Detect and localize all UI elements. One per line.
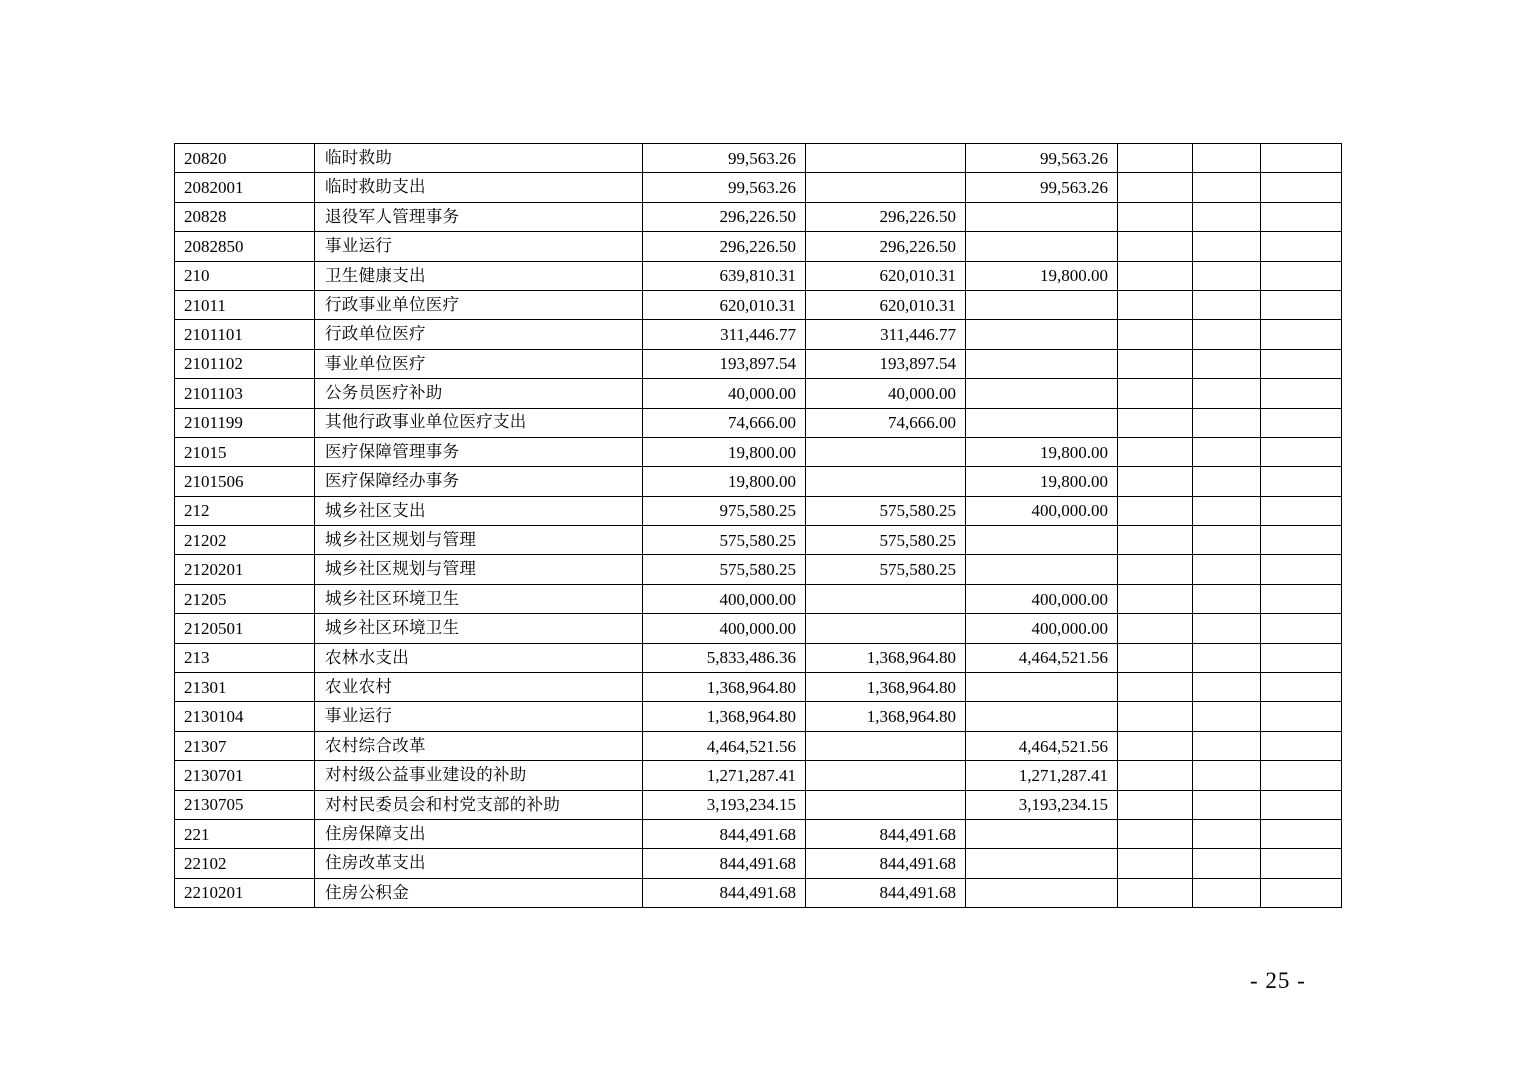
cell-basic: 296,226.50 — [806, 202, 966, 231]
cell-project: 400,000.00 — [966, 614, 1118, 643]
cell-empty-8 — [1261, 761, 1342, 790]
cell-basic: 1,368,964.80 — [806, 673, 966, 702]
cell-total: 575,580.25 — [643, 555, 806, 584]
cell-empty-8 — [1261, 232, 1342, 261]
cell-empty-8 — [1261, 849, 1342, 878]
table-body — [175, 144, 1342, 908]
table-row — [175, 232, 1342, 261]
cell-total: 296,226.50 — [643, 232, 806, 261]
cell-name: 事业运行 — [315, 702, 643, 731]
cell-empty-8 — [1261, 290, 1342, 319]
cell-empty-8 — [1261, 555, 1342, 584]
table-row — [175, 408, 1342, 437]
cell-total: 639,810.31 — [643, 261, 806, 290]
table-row — [175, 878, 1342, 907]
table-row — [175, 643, 1342, 672]
cell-name: 行政单位医疗 — [315, 320, 643, 349]
cell-basic — [806, 790, 966, 819]
table-row — [175, 173, 1342, 202]
cell-project: 400,000.00 — [966, 496, 1118, 525]
cell-project: 19,800.00 — [966, 437, 1118, 466]
cell-name: 行政事业单位医疗 — [315, 290, 643, 319]
cell-basic — [806, 761, 966, 790]
table-row — [175, 702, 1342, 731]
cell-total: 844,491.68 — [643, 849, 806, 878]
cell-code: 21011 — [175, 290, 315, 319]
cell-basic: 40,000.00 — [806, 379, 966, 408]
cell-name: 住房公积金 — [315, 878, 643, 907]
cell-project: 19,800.00 — [966, 261, 1118, 290]
cell-empty-6 — [1118, 173, 1193, 202]
cell-project: 99,563.26 — [966, 144, 1118, 173]
cell-project — [966, 232, 1118, 261]
cell-project — [966, 349, 1118, 378]
cell-code: 22102 — [175, 849, 315, 878]
cell-project — [966, 202, 1118, 231]
cell-code: 221 — [175, 819, 315, 848]
cell-empty-6 — [1118, 819, 1193, 848]
cell-empty-6 — [1118, 702, 1193, 731]
cell-empty-7 — [1193, 790, 1261, 819]
cell-total: 99,563.26 — [643, 173, 806, 202]
cell-empty-7 — [1193, 408, 1261, 437]
cell-empty-6 — [1118, 849, 1193, 878]
cell-empty-6 — [1118, 643, 1193, 672]
cell-empty-7 — [1193, 173, 1261, 202]
cell-empty-8 — [1261, 173, 1342, 202]
cell-empty-7 — [1193, 555, 1261, 584]
table-row — [175, 555, 1342, 584]
table-row — [175, 849, 1342, 878]
cell-total: 575,580.25 — [643, 526, 806, 555]
cell-code: 2120501 — [175, 614, 315, 643]
cell-basic: 844,491.68 — [806, 819, 966, 848]
cell-empty-6 — [1118, 614, 1193, 643]
cell-empty-7 — [1193, 673, 1261, 702]
cell-empty-8 — [1261, 261, 1342, 290]
cell-empty-8 — [1261, 496, 1342, 525]
cell-empty-8 — [1261, 526, 1342, 555]
cell-total: 400,000.00 — [643, 614, 806, 643]
cell-empty-6 — [1118, 320, 1193, 349]
cell-project — [966, 702, 1118, 731]
cell-basic: 1,368,964.80 — [806, 643, 966, 672]
cell-code: 21202 — [175, 526, 315, 555]
cell-empty-7 — [1193, 232, 1261, 261]
cell-empty-6 — [1118, 349, 1193, 378]
cell-code: 2130705 — [175, 790, 315, 819]
cell-project — [966, 878, 1118, 907]
cell-code: 2101199 — [175, 408, 315, 437]
table-row — [175, 379, 1342, 408]
cell-empty-6 — [1118, 290, 1193, 319]
cell-code: 2120201 — [175, 555, 315, 584]
cell-project: 1,271,287.41 — [966, 761, 1118, 790]
cell-total: 620,010.31 — [643, 290, 806, 319]
table-row — [175, 467, 1342, 496]
cell-code: 212 — [175, 496, 315, 525]
cell-basic — [806, 173, 966, 202]
cell-project — [966, 555, 1118, 584]
cell-empty-6 — [1118, 673, 1193, 702]
cell-project: 3,193,234.15 — [966, 790, 1118, 819]
cell-empty-8 — [1261, 790, 1342, 819]
cell-empty-6 — [1118, 584, 1193, 613]
cell-basic: 620,010.31 — [806, 261, 966, 290]
cell-empty-8 — [1261, 614, 1342, 643]
cell-empty-8 — [1261, 467, 1342, 496]
cell-name: 临时救助 — [315, 144, 643, 173]
table-row — [175, 761, 1342, 790]
cell-project — [966, 526, 1118, 555]
cell-code: 2082001 — [175, 173, 315, 202]
cell-name: 住房保障支出 — [315, 819, 643, 848]
table-row — [175, 614, 1342, 643]
cell-empty-8 — [1261, 584, 1342, 613]
cell-basic: 193,897.54 — [806, 349, 966, 378]
cell-empty-7 — [1193, 320, 1261, 349]
cell-total: 844,491.68 — [643, 878, 806, 907]
cell-name: 卫生健康支出 — [315, 261, 643, 290]
cell-empty-8 — [1261, 408, 1342, 437]
cell-basic: 575,580.25 — [806, 526, 966, 555]
cell-empty-6 — [1118, 144, 1193, 173]
cell-empty-6 — [1118, 437, 1193, 466]
cell-project: 400,000.00 — [966, 584, 1118, 613]
cell-total: 1,368,964.80 — [643, 673, 806, 702]
cell-empty-6 — [1118, 467, 1193, 496]
cell-basic: 311,446.77 — [806, 320, 966, 349]
cell-basic: 74,666.00 — [806, 408, 966, 437]
table-row — [175, 673, 1342, 702]
cell-empty-8 — [1261, 731, 1342, 760]
cell-total: 1,368,964.80 — [643, 702, 806, 731]
cell-name: 农业农村 — [315, 673, 643, 702]
table-row — [175, 790, 1342, 819]
table-row — [175, 144, 1342, 173]
cell-empty-6 — [1118, 496, 1193, 525]
cell-basic: 844,491.68 — [806, 849, 966, 878]
table-row — [175, 819, 1342, 848]
cell-basic — [806, 467, 966, 496]
cell-empty-7 — [1193, 702, 1261, 731]
cell-code: 21307 — [175, 731, 315, 760]
cell-empty-8 — [1261, 144, 1342, 173]
cell-empty-6 — [1118, 761, 1193, 790]
cell-name: 住房改革支出 — [315, 849, 643, 878]
cell-name: 医疗保障经办事务 — [315, 467, 643, 496]
cell-total: 4,464,521.56 — [643, 731, 806, 760]
table-row — [175, 584, 1342, 613]
table-row — [175, 261, 1342, 290]
cell-empty-7 — [1193, 584, 1261, 613]
cell-name: 退役军人管理事务 — [315, 202, 643, 231]
cell-total: 5,833,486.36 — [643, 643, 806, 672]
cell-empty-6 — [1118, 878, 1193, 907]
cell-empty-6 — [1118, 526, 1193, 555]
cell-empty-6 — [1118, 202, 1193, 231]
cell-total: 3,193,234.15 — [643, 790, 806, 819]
cell-name: 医疗保障管理事务 — [315, 437, 643, 466]
cell-empty-7 — [1193, 878, 1261, 907]
cell-project — [966, 320, 1118, 349]
cell-basic: 844,491.68 — [806, 878, 966, 907]
cell-empty-8 — [1261, 673, 1342, 702]
cell-empty-8 — [1261, 643, 1342, 672]
cell-empty-8 — [1261, 878, 1342, 907]
cell-code: 21205 — [175, 584, 315, 613]
cell-code: 20820 — [175, 144, 315, 173]
cell-total: 311,446.77 — [643, 320, 806, 349]
cell-empty-7 — [1193, 819, 1261, 848]
cell-name: 城乡社区规划与管理 — [315, 526, 643, 555]
cell-project — [966, 673, 1118, 702]
cell-project — [966, 408, 1118, 437]
cell-code: 21301 — [175, 673, 315, 702]
cell-empty-8 — [1261, 202, 1342, 231]
cell-name: 对村级公益事业建设的补助 — [315, 761, 643, 790]
cell-empty-7 — [1193, 761, 1261, 790]
cell-name: 公务员医疗补助 — [315, 379, 643, 408]
cell-project — [966, 379, 1118, 408]
cell-code: 21015 — [175, 437, 315, 466]
cell-empty-7 — [1193, 731, 1261, 760]
cell-total: 99,563.26 — [643, 144, 806, 173]
cell-basic: 1,368,964.80 — [806, 702, 966, 731]
cell-empty-7 — [1193, 496, 1261, 525]
cell-name: 其他行政事业单位医疗支出 — [315, 408, 643, 437]
page-number: - 25 - — [1250, 968, 1306, 993]
cell-code: 2101102 — [175, 349, 315, 378]
cell-total: 844,491.68 — [643, 819, 806, 848]
table-row — [175, 496, 1342, 525]
cell-code: 2130104 — [175, 702, 315, 731]
cell-code: 20828 — [175, 202, 315, 231]
cell-basic: 575,580.25 — [806, 496, 966, 525]
cell-project — [966, 290, 1118, 319]
cell-basic: 575,580.25 — [806, 555, 966, 584]
cell-total: 975,580.25 — [643, 496, 806, 525]
cell-code: 2210201 — [175, 878, 315, 907]
cell-basic — [806, 731, 966, 760]
cell-empty-7 — [1193, 643, 1261, 672]
cell-total: 296,226.50 — [643, 202, 806, 231]
cell-name: 城乡社区环境卫生 — [315, 614, 643, 643]
cell-total: 40,000.00 — [643, 379, 806, 408]
cell-empty-7 — [1193, 614, 1261, 643]
cell-total: 1,271,287.41 — [643, 761, 806, 790]
cell-name: 农村综合改革 — [315, 731, 643, 760]
cell-project: 4,464,521.56 — [966, 731, 1118, 760]
table-row — [175, 320, 1342, 349]
cell-total: 74,666.00 — [643, 408, 806, 437]
cell-project — [966, 849, 1118, 878]
cell-name: 临时救助支出 — [315, 173, 643, 202]
cell-empty-6 — [1118, 232, 1193, 261]
cell-code: 210 — [175, 261, 315, 290]
cell-empty-7 — [1193, 349, 1261, 378]
cell-basic — [806, 437, 966, 466]
cell-empty-7 — [1193, 261, 1261, 290]
cell-basic: 620,010.31 — [806, 290, 966, 319]
cell-empty-8 — [1261, 349, 1342, 378]
cell-basic — [806, 144, 966, 173]
cell-empty-6 — [1118, 408, 1193, 437]
cell-total: 193,897.54 — [643, 349, 806, 378]
cell-total: 19,800.00 — [643, 437, 806, 466]
cell-empty-6 — [1118, 731, 1193, 760]
cell-empty-7 — [1193, 526, 1261, 555]
cell-empty-8 — [1261, 379, 1342, 408]
cell-empty-8 — [1261, 320, 1342, 349]
cell-name: 城乡社区规划与管理 — [315, 555, 643, 584]
cell-name: 事业运行 — [315, 232, 643, 261]
cell-empty-7 — [1193, 379, 1261, 408]
cell-code: 213 — [175, 643, 315, 672]
cell-code: 2101506 — [175, 467, 315, 496]
cell-project — [966, 819, 1118, 848]
cell-empty-7 — [1193, 290, 1261, 319]
table-row — [175, 349, 1342, 378]
cell-empty-7 — [1193, 437, 1261, 466]
cell-project: 99,563.26 — [966, 173, 1118, 202]
cell-total: 400,000.00 — [643, 584, 806, 613]
cell-total: 19,800.00 — [643, 467, 806, 496]
cell-name: 对村民委员会和村党支部的补助 — [315, 790, 643, 819]
table-row — [175, 731, 1342, 760]
table-row — [175, 526, 1342, 555]
cell-code: 2130701 — [175, 761, 315, 790]
cell-empty-6 — [1118, 790, 1193, 819]
cell-empty-7 — [1193, 144, 1261, 173]
cell-basic — [806, 614, 966, 643]
cell-code: 2101103 — [175, 379, 315, 408]
cell-project: 19,800.00 — [966, 467, 1118, 496]
cell-basic — [806, 584, 966, 613]
cell-empty-7 — [1193, 467, 1261, 496]
cell-empty-6 — [1118, 261, 1193, 290]
cell-project: 4,464,521.56 — [966, 643, 1118, 672]
table-row — [175, 290, 1342, 319]
cell-code: 2101101 — [175, 320, 315, 349]
cell-name: 农林水支出 — [315, 643, 643, 672]
cell-empty-8 — [1261, 819, 1342, 848]
cell-empty-8 — [1261, 702, 1342, 731]
table-row — [175, 202, 1342, 231]
budget-table — [174, 143, 1342, 908]
cell-empty-8 — [1261, 437, 1342, 466]
table-row — [175, 437, 1342, 466]
cell-empty-7 — [1193, 202, 1261, 231]
cell-empty-7 — [1193, 849, 1261, 878]
cell-empty-6 — [1118, 379, 1193, 408]
cell-name: 事业单位医疗 — [315, 349, 643, 378]
cell-name: 城乡社区支出 — [315, 496, 643, 525]
cell-code: 2082850 — [175, 232, 315, 261]
cell-empty-6 — [1118, 555, 1193, 584]
cell-name: 城乡社区环境卫生 — [315, 584, 643, 613]
cell-basic: 296,226.50 — [806, 232, 966, 261]
